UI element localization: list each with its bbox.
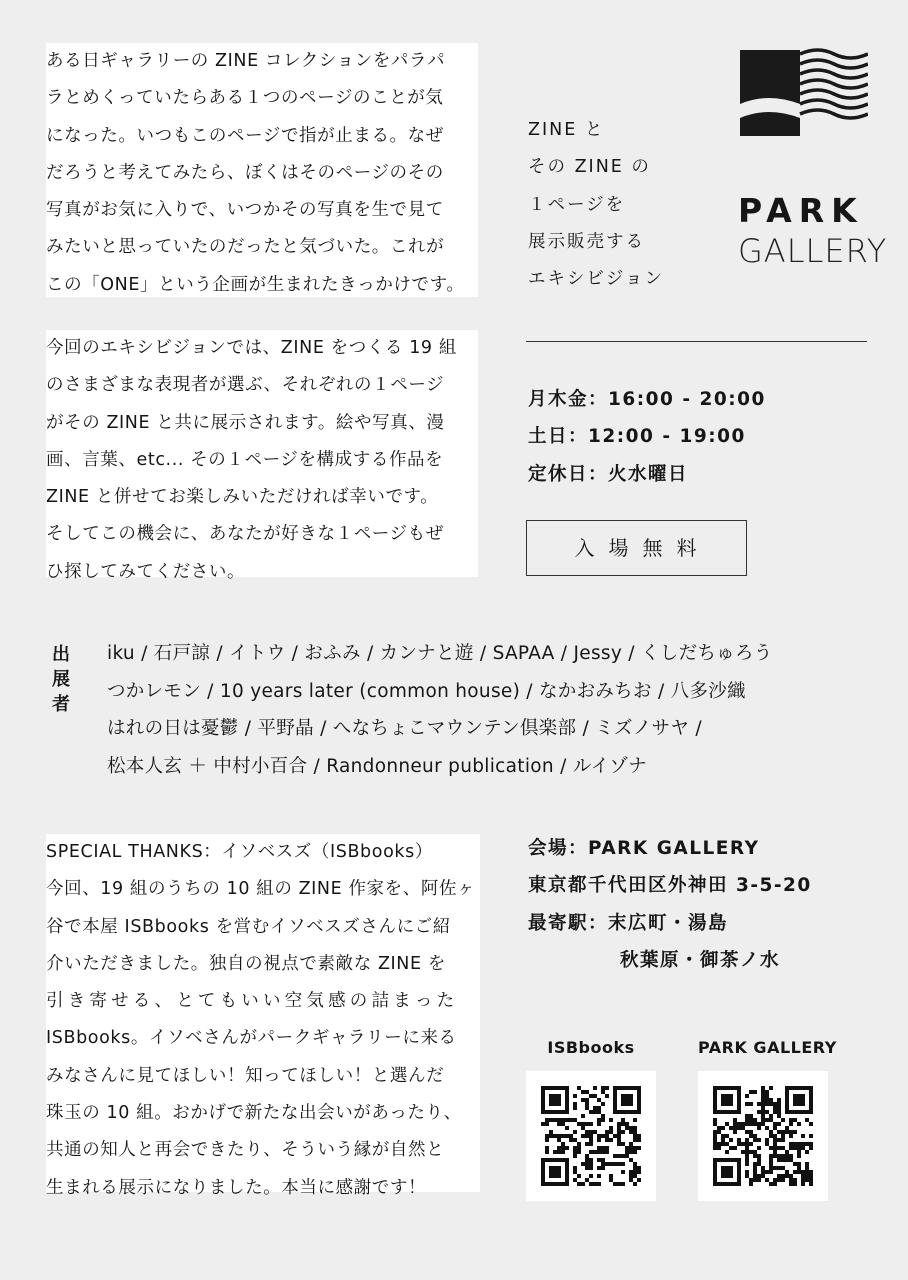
- exhibition-line: ZINE と併せてお楽しみいただければ幸いです。: [46, 487, 439, 508]
- thanks-line: 共通の知人と再会できたり、そういう縁が自然と: [46, 1140, 445, 1161]
- exhibitors-label: [50, 642, 72, 717]
- exhibitors-label-char: 展: [52, 669, 70, 690]
- intro-line: 写真がお気に入りで、いつかその写真を生で見て: [46, 200, 444, 221]
- intro-line: ラとめくっていたらある１つのページのことが気: [46, 88, 444, 109]
- thanks-heading: SPECIAL THANKS：イソベスズ（ISBbooks）: [46, 842, 433, 862]
- thanks-line: 谷で本屋 ISBbooks を営むイソベスズさんにご紹: [46, 916, 451, 937]
- exhibition-line: のさまざまな表現者が選ぶ、それぞれの１ページ: [46, 375, 445, 396]
- qr-label: PARK GALLERY: [698, 1038, 837, 1057]
- exhibitors-list: [107, 635, 773, 785]
- tagline-line: ZINE と: [528, 120, 605, 140]
- tagline-line: １ページを: [528, 194, 626, 215]
- thanks-line: 引き寄せる、とてもいい空気感の詰まった: [46, 991, 459, 1012]
- thanks-line: 珠玉の 10 組。おかげで新たな出会いがあったり、: [46, 1103, 462, 1124]
- hours-line: 月木金：16:00 - 20:00: [528, 389, 766, 410]
- exhibition-line: ひ探してみてください。: [46, 561, 246, 582]
- thanks-line: 今回、19 組のうちの 10 組の ZINE 作家を、阿佐ヶ: [46, 879, 476, 900]
- exhibitors-label-char: 出: [52, 644, 70, 665]
- free-admission-badge: 入場無料: [526, 520, 747, 576]
- thanks-line: 介いただきました。独自の視点で素敵な ZINE を: [46, 953, 446, 974]
- logo-text-gallery: GALLERY: [738, 232, 888, 270]
- intro-line: ある日ギャラリーの ZINE コレクションをパラパ: [46, 51, 446, 71]
- venue-station: 秋葉原・御茶ノ水: [620, 949, 781, 971]
- thanks-line: ISBbooks。イソベさんがパークギャラリーに来る: [46, 1028, 457, 1049]
- thanks-line: みなさんに見てほしい！知ってほしい！と選んだ: [46, 1065, 445, 1086]
- qr-park-gallery: [698, 1038, 837, 1201]
- tagline: [528, 112, 664, 298]
- venue-line: 会場：PARK GALLERY: [528, 838, 760, 859]
- qr-code-icon[interactable]: [698, 1071, 828, 1201]
- qr-isbbooks: [526, 1038, 656, 1201]
- exhibition-paragraph: [46, 330, 478, 582]
- exhibitors-line: 松本人玄 ＋ 中村小百合 / Randonneur publication / ルイゾナ: [107, 755, 648, 777]
- divider: [526, 341, 867, 342]
- hours-line: 土日：12:00 - 19:00: [528, 426, 746, 448]
- flag-logo-icon: [738, 46, 868, 146]
- tagline-line: エキシビジョン: [528, 269, 664, 290]
- exhibitors-label-char: 者: [52, 694, 70, 715]
- tagline-line: 展示販売する: [528, 231, 645, 252]
- tagline-line: その ZINE の: [528, 157, 651, 178]
- exhibition-line: がその ZINE と共に展示されます。絵や写真、漫: [46, 412, 445, 433]
- intro-line: だろうと考えてみたら、ぼくはそのページのその: [46, 162, 444, 183]
- intro-line: みたいと思っていたのだったと気づいた。これが: [46, 237, 445, 258]
- intro-line: になった。いつもこのページで指が止まる。なぜ: [46, 125, 444, 146]
- venue-address: 東京都千代田区外神田 3-5-20: [528, 875, 812, 897]
- venue-station: 最寄駅：末広町・湯島: [528, 912, 729, 934]
- exhibition-line: そしてこの機会に、あなたが好きな１ページもぜ: [46, 524, 444, 545]
- exhibitors-line: iku / 石戸諒 / イトウ / おふみ / カンナと遊 / SAPAA / Jessy / くしだちゅろう: [107, 643, 773, 664]
- qr-label: ISBbooks: [547, 1038, 635, 1057]
- exhibitors-line: はれの日は憂鬱 / 平野晶 / へなちょこマウンテン倶楽部 / ミズノサヤ /: [107, 718, 702, 739]
- opening-hours: [528, 381, 766, 493]
- exhibitors-line: つかレモン / 10 years later (common house) / なかおみちお / 八多沙織: [107, 680, 746, 702]
- exhibition-line: 画、言葉、etc... その１ページを構成する作品を: [46, 449, 444, 470]
- hours-line: 定休日：火水曜日: [528, 463, 689, 485]
- special-thanks-paragraph: [46, 834, 480, 1198]
- thanks-line: 生まれる展示になりました。本当に感謝です！: [46, 1177, 427, 1198]
- qr-code-icon[interactable]: [526, 1071, 656, 1201]
- exhibition-line: 今回のエキシビジョンでは、ZINE をつくる 19 組: [46, 338, 457, 358]
- logo-text-park: PARK: [738, 191, 864, 230]
- intro-line: この「ONE」という企画が生まれたきっかけです。: [46, 274, 465, 295]
- venue-info: [528, 830, 812, 979]
- park-gallery-logo: [738, 46, 888, 270]
- intro-paragraph: [46, 43, 478, 297]
